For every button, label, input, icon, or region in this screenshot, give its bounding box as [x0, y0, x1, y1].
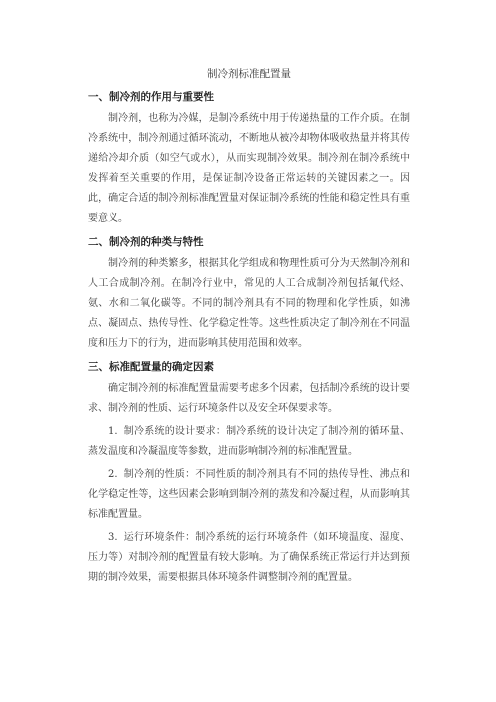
list-item-text: 制冷剂的性质：不同性质的制冷剂具有不同的热传导性、沸点和化学稳定性等，这些因素会影响到制冷剂的蒸发和冷凝过程，从而影响其标准配置量。	[88, 469, 410, 520]
paragraph: 确定制冷剂的标准配置量需要考虑多个因素，包括制冷系统的设计要求、制冷剂的性质、运行环境条件以及安全环保要求等。	[88, 383, 410, 414]
list-item-text: 运行环境条件：制冷系统的运行环境条件（如环境温度、湿度、压力等）对制冷剂的配置量有较大影响。为了确保系统正常运行并达到预期的制冷效果，需要根据具体环境条件调整制冷剂的配置量。	[88, 532, 410, 583]
section-heading: 一、制冷剂的作用与重要性	[88, 91, 214, 103]
list-item-number: 3.	[108, 532, 118, 543]
paragraph: 制冷剂，也称为冷媒，是制冷系统中用于传递热量的工作介质。在制冷系统中，制冷剂通过循环流动，不断地从被冷却物体吸收热量并将其传递给冷却介质（如空气或水），从而实现制冷效果。制冷剂在制冷系统中发挥着至关重要的作用，是保证制冷设备正常运转的关键因素之一。因此，确定合适的制冷剂标准配置量对保证制冷系统的性能和稳定性具有重要意义。	[88, 113, 410, 224]
section-role-importance	[88, 87, 410, 229]
section-types-properties	[88, 232, 410, 354]
list-item	[88, 465, 410, 525]
document-title: 制冷剂标准配置量	[207, 68, 291, 80]
paragraph: 制冷剂的种类繁多，根据其化学组成和物理性质可分为天然制冷剂和人工合成制冷剂。在制冷行业中，常见的人工合成制冷剂包括氟代烃、氨、水和二氧化碳等。不同的制冷剂具有不同的物理和化学性质，如沸点、凝固点、热传导性、化学稳定性等。这些性质决定了制冷剂在不同温度和压力下的行为，进而影响其使用范围和效率。	[88, 258, 410, 349]
document-content	[88, 64, 410, 591]
list-item-text: 制冷系统的设计要求：制冷系统的设计决定了制冷剂的循环量、蒸发温度和冷凝温度等参数，进而影响制冷剂的标准配置量。	[88, 426, 410, 457]
list-item	[88, 528, 410, 588]
list-item-number: 2.	[108, 469, 118, 480]
section-determining-factors	[88, 357, 410, 588]
section-heading: 二、制冷剂的种类与特性	[88, 236, 204, 248]
list-item	[88, 422, 410, 462]
list-item-number: 1.	[108, 426, 118, 437]
section-heading: 三、标准配置量的确定因素	[88, 361, 214, 373]
